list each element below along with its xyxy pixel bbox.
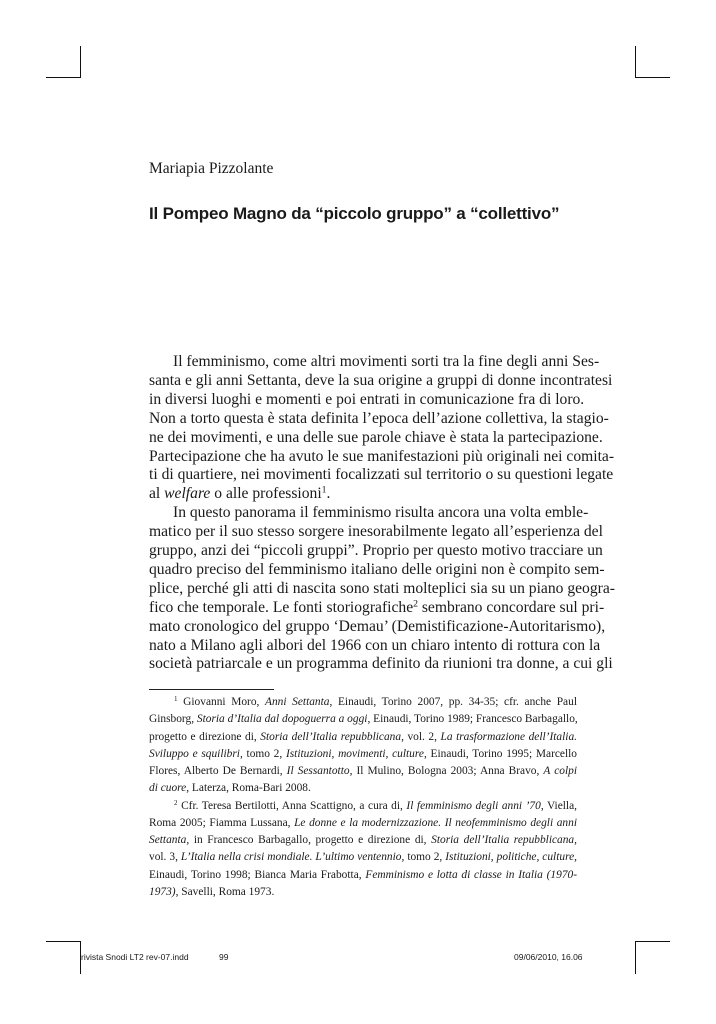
body-line: quadro preciso del femminismo italiano delle origini non è compito sem- [149,560,605,578]
body-line: mato cronologico del gruppo ‘Demau’ (Demistificazione-Autoritarismo), [149,617,606,635]
body-line: ne dei movimenti, e una delle sue parole chiave è stata la partecipazione. [149,428,603,446]
slug-datetime: 09/06/2010, 16.06 [514,952,583,962]
body-line: in diversi luoghi e momenti e poi entrati in comunicazione fra di loro. [149,390,585,408]
footnote-line: Ginsborg, Storia d’Italia dal dopoguerra a oggi, Einaudi, Torino 1989; Francesco Barbagallo, [149,713,578,726]
footnote-line: progetto e direzione di, Storia dell’Italia repubblicana, vol. 2, La trasformazione dell’Italia. [149,730,577,743]
body-line: matico per il suo stesso sorgere inesorabilmente legato all’esperienza del [149,523,603,541]
body-line: al welfare o alle professioni$^1$. [149,484,331,503]
body-line: plice, perché gli atti di nascita sono stati molteplici sia su un piano geogra- [149,579,615,597]
body-line: Il femminismo, come altri movimenti sorti tra la fine degli anni Ses- [173,353,600,370]
crop-mark-bottom-right [635,941,670,942]
footnote-line: Flores, Alberto De Bernardi, Il Sessantotto, Il Mulino, Bologna 2003; Anna Bravo, A colpi [149,765,577,777]
crop-mark-top-right [635,77,670,78]
crop-mark-bottom-left [46,941,81,942]
footnote-line: vol. 3, L’Italia nella crisi mondiale. L’ultimo ventennio, tomo 2, Istituzioni, politiche, culture, [149,851,577,864]
footnote-line: Sviluppo e squilibri, tomo 2, Istituzioni, movimenti, culture, Einaudi, Torino 1995; Marcello [149,747,577,760]
footnote-separator [149,689,274,690]
footnote-line: Roma 2005; Fiamma Lussana, Le donne e la modernizzazione. Il neofemminismo degli anni [149,816,577,829]
body-line: società patriarcale e un programma definito da riunioni tra donne, a cui gli [149,655,613,673]
body-line: nato a Milano agli albori del 1966 con un chiaro intento di rottura con la [149,636,601,654]
body-line: In questo panorama il femminismo risulta ancora una volta emble- [173,504,589,522]
crop-mark-top-left [80,46,81,77]
crop-mark-bottom-right [635,941,636,974]
footnote-line: Settanta, in Francesco Barbagallo, progetto e direzione di, Storia dell’Italia repubblicana, [149,834,577,846]
slug-filename: rivista Snodi LT2 rev-07.indd [81,952,189,962]
body-line: gruppo, anzi dei “piccoli gruppi”. Proprio per questo motivo tracciare un [149,542,603,559]
author-name: Mariapia Pizzolante [149,160,274,177]
footnote-line: $^1$ Giovanni Moro, Anni Settanta, Einaudi, Torino 2007, pp. 34-35; cfr. anche Paul [174,695,577,708]
footnote-line: 1973), Savelli, Roma 1973. [149,885,275,898]
body-line: ti di quartiere, nei movimenti focalizzati sul territorio o su questioni legate [149,466,614,484]
slug-page-number: 99 [219,952,229,962]
footnote-line: di cuore, Laterza, Roma-Bari 2008. [149,782,311,795]
crop-mark-top-left [46,77,81,78]
article-title: Il Pompeo Magno da “piccolo gruppo” a “collettivo” [149,204,560,223]
body-line: Partecipazione che ha avuto le sue manifestazioni più originali nei comita- [149,447,615,465]
body-line: santa e gli anni Settanta, deve la sua origine a gruppi di donne incontratesi [149,371,613,389]
footnote-line: Einaudi, Torino 1998; Bianca Maria Frabotta, Femminismo e lotta di classe in Italia (1970- [149,868,577,881]
crop-mark-top-right [635,46,636,77]
body-line: Non a torto questa è stata definita l’epoca dell’azione collettiva, la stagio- [149,409,609,427]
body-line: fico che temporale. Le fonti storiografiche$^2$ sembrano concordare sul pri- [149,598,605,616]
footnote-line: $^2$ Cfr. Teresa Bertilotti, Anna Scattigno, a cura di, Il femminismo degli anni ’70, Viella, [174,798,577,812]
